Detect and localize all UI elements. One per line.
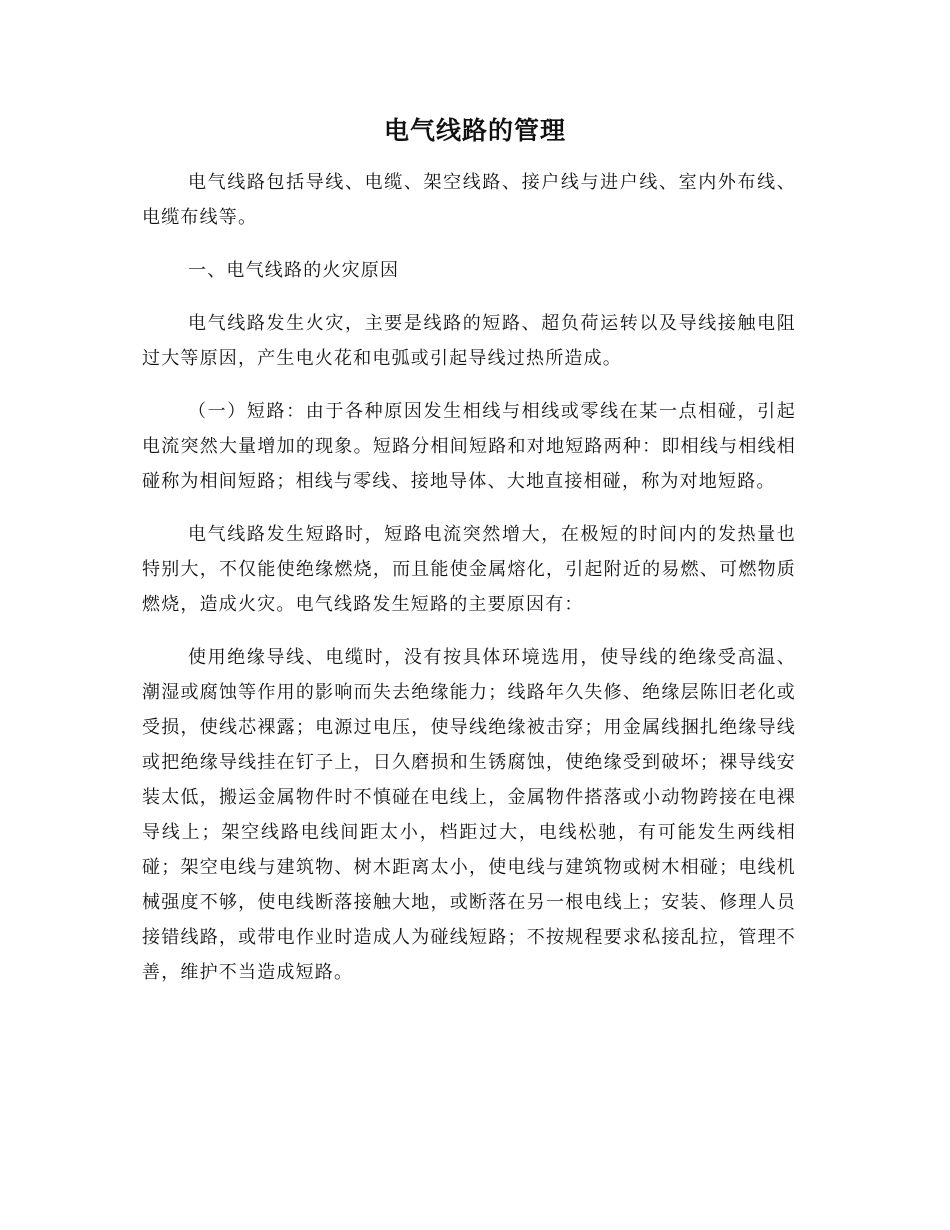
paragraph-short-circuit-reasons: 使用绝缘导线、电缆时，没有按具体环境选用，使导线的绝缘受高温、潮湿或腐蚀等作用的影响而失去绝缘能力；线路年久失修、绝缘层陈旧老化或受损，使线芯裸露；电源过电压，使导线绝缘被击穿；用金属线捆扎绝缘导线或把绝缘导线挂在钉子上，日久磨损和生锈腐蚀，使绝缘受到破坏；裸导线安装太低，搬运金属物件时不慎碰在电线上，金属物件搭落或小动物跨接在电裸导线上；架空线路电线间距太小，档距过大，电线松驰，有可能发生两线相碰；架空电线与建筑物、树木距离太小，使电线与建筑物或树木相碰；电线机械强度不够，使电线断落接触大地，或断落在另一根电线上；安装、修理人员接错线路，或带电作业时造成人为碰线短路；不按规程要求私接乱拉，管理不善，维护不当造成短路。 [142, 647, 796, 983]
paragraph-causes: 电气线路发生火灾，主要是线路的短路、超负荷运转以及导线接触电阻过大等原因，产生电火花和电弧或引起导线过热所造成。 [142, 313, 796, 369]
section-heading: 一、电气线路的火灾原因 [188, 260, 400, 281]
document-title: 电气线路的管理 [383, 116, 566, 145]
paragraph-short-circuit-effects: 电气线路发生短路时，短路电流突然增大，在极短的时间内的发热量也特别大，不仅能使绝缘燃烧，而且能使金属熔化，引起附近的易燃、可燃物质燃烧，造成火灾。电气线路发生短路的主要原因有： [142, 524, 796, 615]
paragraph-short-circuit-definition: （一）短路：由于各种原因发生相线与相线或零线在某一点相碰，引起电流突然大量增加的现象。短路分相间短路和对地短路两种：即相线与相线相碰称为相间短路；相线与零线、接地导体、大地直接相碰，称为对地短路。 [142, 401, 796, 492]
paragraph-intro: 电气线路包括导线、电缆、架空线路、接户线与进户线、室内外布线、电缆布线等。 [142, 172, 796, 228]
document-body [142, 165, 796, 1008]
